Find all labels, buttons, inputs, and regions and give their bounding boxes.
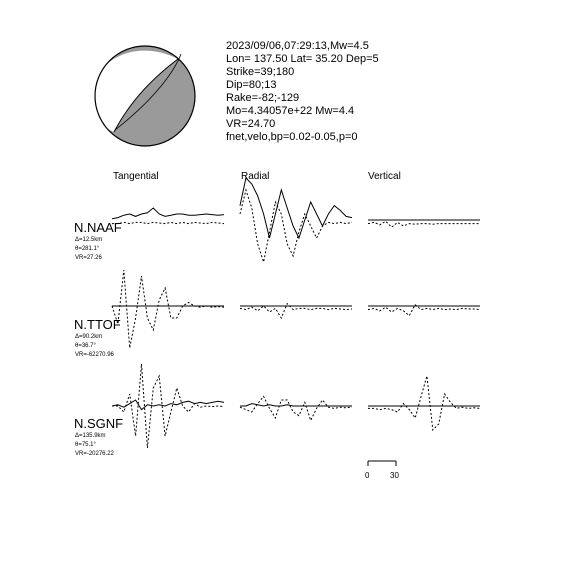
column-heading-vertical: Vertical (368, 171, 401, 182)
station-name: N.TTOF (74, 317, 121, 332)
dip-header-line: Dip=80;13 (226, 79, 277, 91)
filter-header-line: fnet,velo,bp=0.02-0.05,p=0 (226, 131, 358, 143)
synthetic-trace (240, 190, 352, 262)
strike-header-line: Strike=39;180 (226, 66, 295, 78)
station-azimuth: θ=75.1° (75, 442, 96, 448)
station-variance-reduction: VR=27.26 (75, 255, 102, 261)
observed-trace (112, 400, 224, 410)
station-variance-reduction: VR=-62270.96 (75, 352, 114, 358)
moment-header-line: Mo=4.34057e+22 Mw=4.4 (226, 105, 355, 117)
rake-header-line: Rake=-82;-129 (226, 92, 300, 104)
synthetic-trace (112, 364, 224, 448)
event-header-line: 2023/09/06,07:29:13,Mw=4.5 (226, 40, 369, 52)
synthetic-trace (368, 221, 480, 227)
scale-bar-start-label: 0 (365, 471, 370, 480)
synthetic-trace (368, 376, 480, 430)
location-header-line: Lon= 137.50 Lat= 35.20 Dep=5 (226, 53, 379, 65)
station-distance: Δ=12.5km (75, 237, 103, 243)
column-heading-radial: Radial (241, 171, 270, 182)
station-variance-reduction: VR=-20276.22 (75, 451, 114, 457)
synthetic-trace (240, 396, 352, 420)
station-distance: Δ=135.9km (75, 433, 106, 439)
station-azimuth: θ=36.7° (75, 343, 96, 349)
station-name: N.SGNF (74, 416, 124, 431)
time-scale-bar (368, 461, 396, 466)
station-azimuth: θ=281.1° (75, 246, 100, 252)
synthetic-trace (112, 222, 224, 223)
scale-bar-end-label: 30 (390, 471, 399, 480)
observed-trace (112, 208, 224, 219)
synthetic-trace (112, 270, 224, 348)
waveform-traces (112, 178, 480, 448)
station-name: N.NAAF (74, 220, 122, 235)
vr-header-line: VR=24.70 (226, 118, 276, 130)
station-distance: Δ=90.2km (75, 334, 103, 340)
focal-mechanism-beachball (92, 46, 195, 146)
column-heading-tangential: Tangential (113, 171, 159, 182)
observed-trace (240, 178, 352, 238)
